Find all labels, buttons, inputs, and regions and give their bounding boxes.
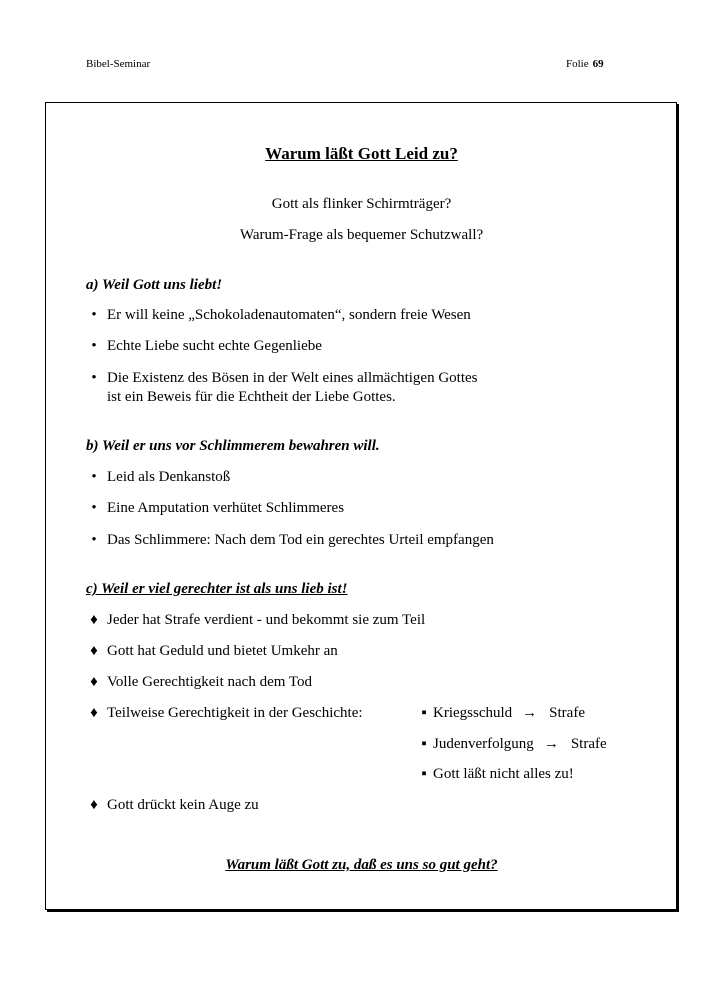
item-text: Leid als Denkanstoß <box>107 469 231 485</box>
item-text: ist ein Beweis für die Echtheit der Liebe Gottes. <box>107 389 396 405</box>
bullet-icon: • <box>91 338 97 354</box>
item-text: Er will keine „Schokoladenautomaten“, sondern freie Wesen <box>107 307 471 323</box>
sub-item-text: Kriegsschuld <box>433 705 513 721</box>
item-text: Eine Amputation verhütet Schlimmeres <box>107 500 345 516</box>
bullet-icon: • <box>91 532 97 548</box>
slide-title: Warum läßt Gott Leid zu? <box>265 144 458 163</box>
sub-item-text: Gott läßt nicht alles zu! <box>433 766 574 782</box>
item-text: Teilweise Gerechtigkeit in der Geschichte: <box>107 705 363 721</box>
subtitle-2: Warum-Frage als bequemer Schutzwall? <box>239 227 484 243</box>
diamond-bullet-icon: ♦ <box>90 643 98 659</box>
slide-label: Folie <box>566 58 589 70</box>
slide-number: 69 <box>592 58 604 70</box>
sub-item-result: Strafe <box>549 705 585 721</box>
item-text: Volle Gerechtigkeit nach dem Tod <box>107 674 313 690</box>
item-text: Gott drückt kein Auge zu <box>107 797 259 813</box>
item-text: Jeder hat Strafe verdient - und bekommt sie zum Teil <box>107 612 426 628</box>
item-text: Gott hat Geduld und bietet Umkehr an <box>107 643 338 659</box>
header-left: Bibel-Seminar <box>86 58 151 70</box>
bullet-icon: • <box>91 307 97 323</box>
item-text: Die Existenz des Bösen in der Welt eines allmächtigen Gottes <box>107 370 478 386</box>
closing-question: Warum läßt Gott zu, daß es uns so gut geht? <box>225 857 498 873</box>
sub-item-result: Strafe <box>570 736 607 752</box>
sub-item-content <box>433 735 607 754</box>
bullet-icon: • <box>91 370 97 386</box>
arrow-right-icon: → <box>543 736 559 752</box>
item-text: Echte Liebe sucht echte Gegenliebe <box>107 338 322 354</box>
bullet-icon: • <box>91 469 97 485</box>
diamond-bullet-icon: ♦ <box>90 612 98 628</box>
subtitle-1: Gott als flinker Schirmträger? <box>271 196 452 212</box>
sub-item-content <box>433 704 585 723</box>
section-a-heading: a) Weil Gott uns liebt! <box>86 277 223 293</box>
bullet-icon: • <box>91 500 97 516</box>
item-text: Das Schlimmere: Nach dem Tod ein gerechtes Urteil empfangen <box>107 532 494 548</box>
square-bullet-icon: ▪ <box>421 766 427 782</box>
square-bullet-icon: ▪ <box>421 705 427 721</box>
section-b-heading: b) Weil er uns vor Schlimmerem bewahren will. <box>86 438 380 454</box>
section-c-heading: c) Weil er viel gerechter ist als uns lieb ist! <box>86 581 348 597</box>
diamond-bullet-icon: ♦ <box>90 797 98 813</box>
diamond-bullet-icon: ♦ <box>90 674 98 690</box>
diamond-bullet-icon: ♦ <box>90 705 98 721</box>
arrow-right-icon: → <box>522 705 538 721</box>
sub-item-text: Judenverfolgung <box>433 736 534 752</box>
square-bullet-icon: ▪ <box>421 736 427 752</box>
header-right <box>566 58 604 70</box>
